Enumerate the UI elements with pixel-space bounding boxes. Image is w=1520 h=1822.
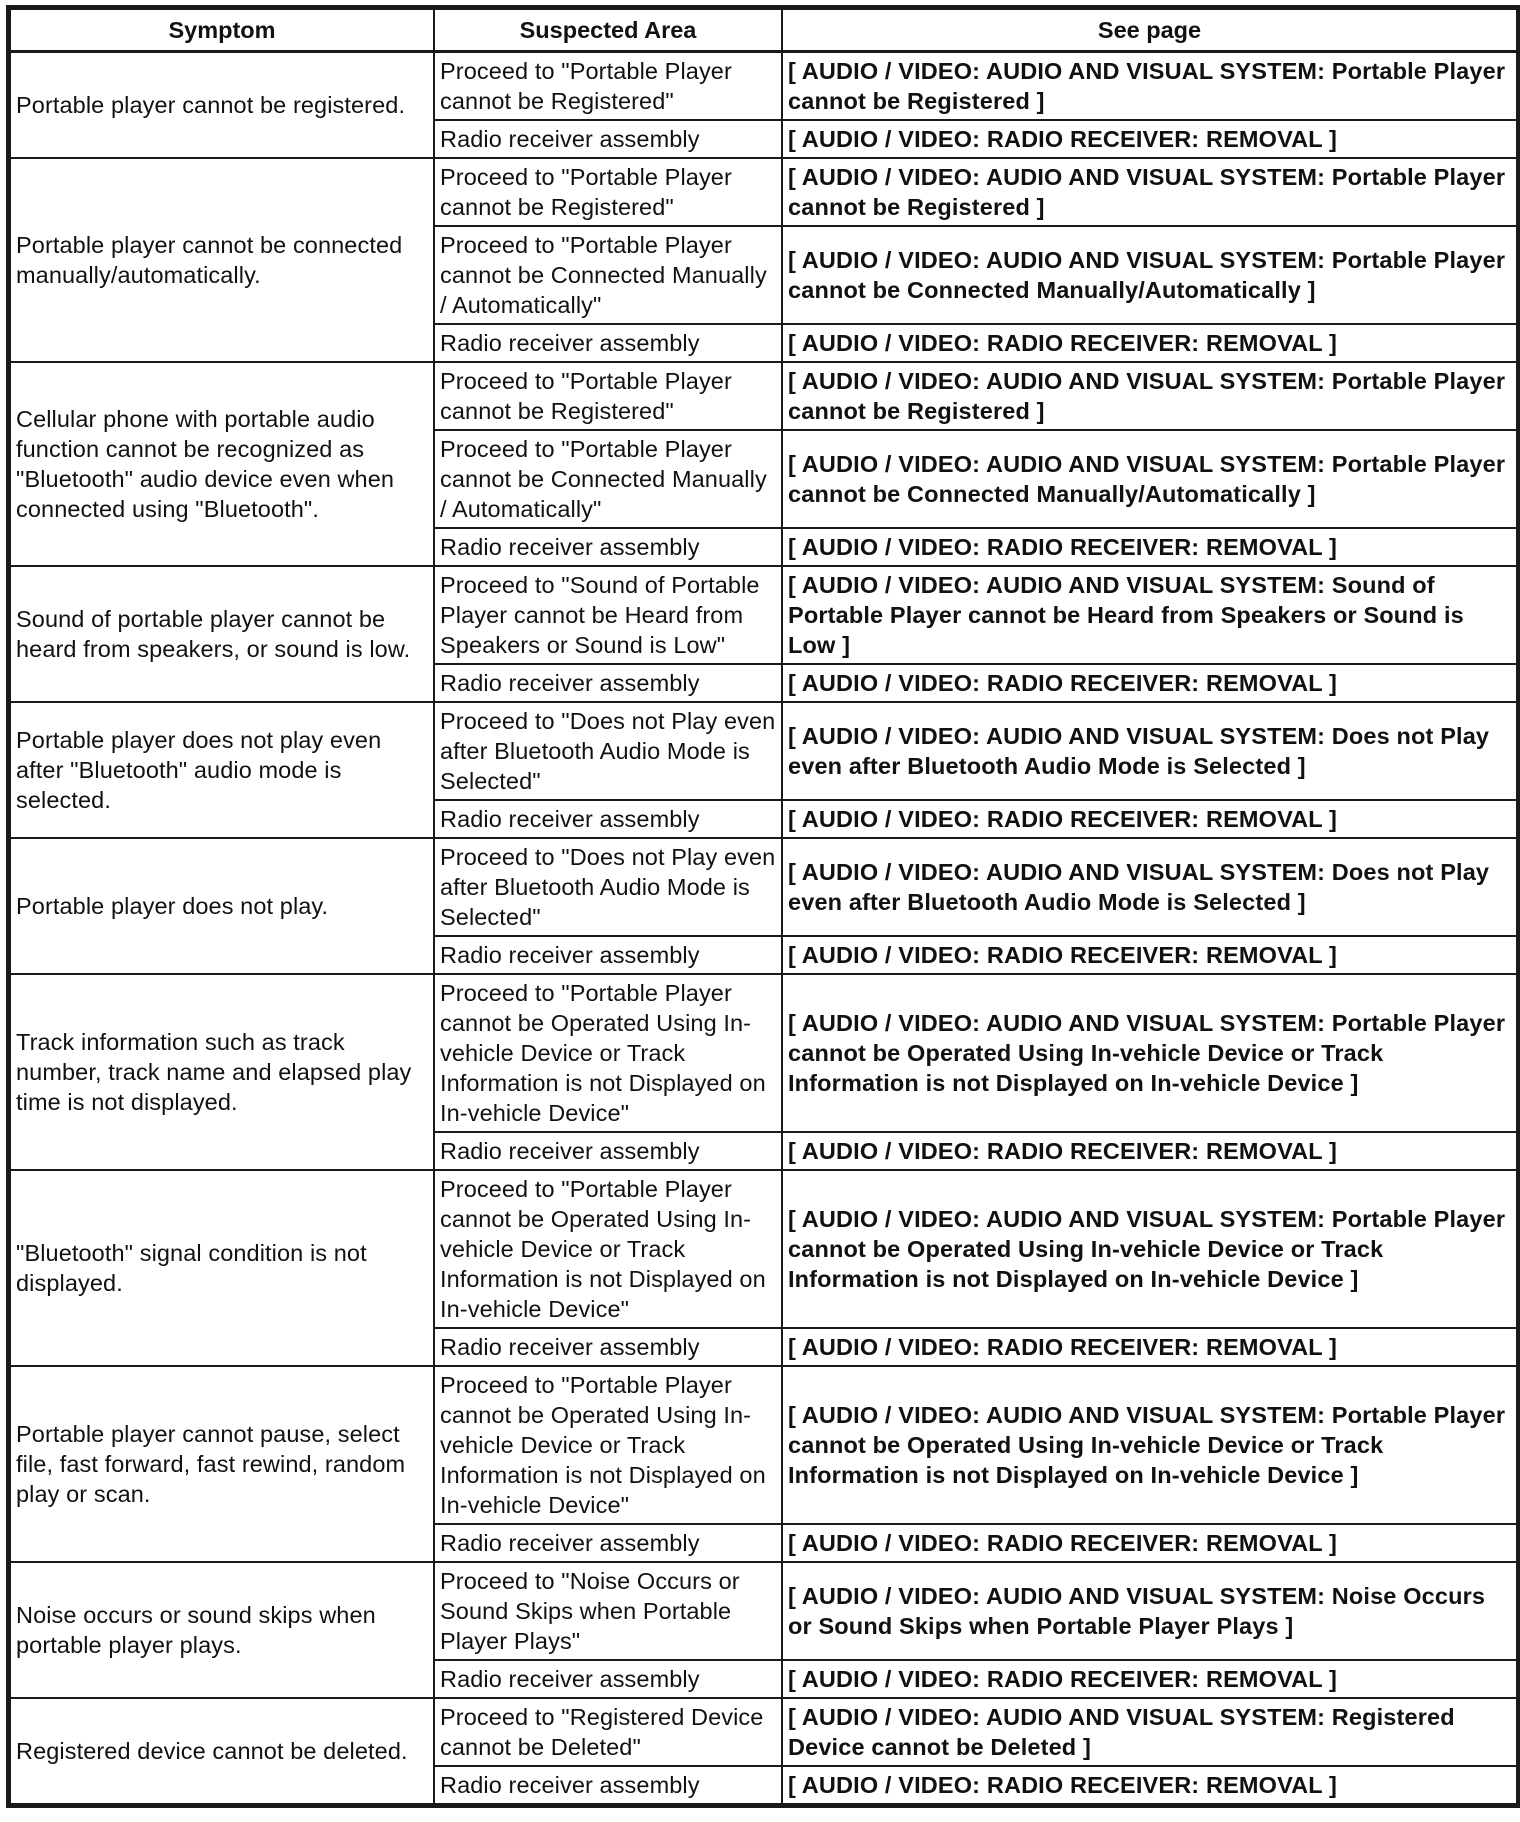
suspected-area-cell: Radio receiver assembly <box>434 1766 782 1804</box>
see-page-reference: [ AUDIO / VIDEO: RADIO RECEIVER: REMOVAL ] <box>782 528 1517 566</box>
see-page-reference: [ AUDIO / VIDEO: RADIO RECEIVER: REMOVAL ] <box>782 1524 1517 1562</box>
suspected-area-cell: Proceed to "Portable Player cannot be Registered" <box>434 52 782 121</box>
table-row <box>10 1366 1517 1524</box>
suspected-area-cell: Proceed to "Does not Play even after Bluetooth Audio Mode is Selected" <box>434 702 782 800</box>
table-row <box>10 1698 1517 1766</box>
header-symptom: Symptom <box>10 9 434 52</box>
symptom-cell: Portable player does not play even after "Bluetooth" audio mode is selected. <box>10 702 434 838</box>
symptom-cell: Portable player cannot pause, select file, fast forward, fast rewind, random play or scan. <box>10 1366 434 1562</box>
suspected-area-cell: Radio receiver assembly <box>434 324 782 362</box>
suspected-area-cell: Proceed to "Portable Player cannot be Registered" <box>434 362 782 430</box>
see-page-reference: [ AUDIO / VIDEO: AUDIO AND VISUAL SYSTEM: Portable Player cannot be Connected Manually/Automatically ] <box>782 226 1517 324</box>
suspected-area-cell: Radio receiver assembly <box>434 1660 782 1698</box>
see-page-reference: [ AUDIO / VIDEO: AUDIO AND VISUAL SYSTEM: Noise Occurs or Sound Skips when Portable Player Plays ] <box>782 1562 1517 1660</box>
see-page-reference: [ AUDIO / VIDEO: RADIO RECEIVER: REMOVAL ] <box>782 936 1517 974</box>
suspected-area-cell: Proceed to "Portable Player cannot be Operated Using In-vehicle Device or Track Information is not Displayed on In-vehicle Device" <box>434 1366 782 1524</box>
suspected-area-cell: Radio receiver assembly <box>434 664 782 702</box>
see-page-reference: [ AUDIO / VIDEO: RADIO RECEIVER: REMOVAL ] <box>782 1328 1517 1366</box>
suspected-area-cell: Proceed to "Does not Play even after Bluetooth Audio Mode is Selected" <box>434 838 782 936</box>
suspected-area-cell: Radio receiver assembly <box>434 1132 782 1170</box>
header-row <box>10 9 1517 52</box>
symptom-cell: "Bluetooth" signal condition is not displayed. <box>10 1170 434 1366</box>
see-page-reference: [ AUDIO / VIDEO: AUDIO AND VISUAL SYSTEM: Registered Device cannot be Deleted ] <box>782 1698 1517 1766</box>
see-page-reference: [ AUDIO / VIDEO: AUDIO AND VISUAL SYSTEM: Portable Player cannot be Operated Using In-vehicle Device or Track Information is not Displayed on In-vehicle Device ] <box>782 974 1517 1132</box>
suspected-area-cell: Proceed to "Sound of Portable Player cannot be Heard from Speakers or Sound is Low" <box>434 566 782 664</box>
table-frame <box>6 5 1520 1808</box>
suspected-area-cell: Radio receiver assembly <box>434 528 782 566</box>
see-page-reference: [ AUDIO / VIDEO: AUDIO AND VISUAL SYSTEM: Portable Player cannot be Registered ] <box>782 362 1517 430</box>
see-page-reference: [ AUDIO / VIDEO: AUDIO AND VISUAL SYSTEM: Sound of Portable Player cannot be Heard from Speakers or Sound is Low ] <box>782 566 1517 664</box>
see-page-reference: [ AUDIO / VIDEO: RADIO RECEIVER: REMOVAL ] <box>782 1132 1517 1170</box>
symptom-cell: Noise occurs or sound skips when portable player plays. <box>10 1562 434 1698</box>
table-row <box>10 1170 1517 1328</box>
symptom-cell: Portable player cannot be connected manually/automatically. <box>10 158 434 362</box>
problem-symptoms-table <box>9 8 1518 1805</box>
table-row <box>10 1562 1517 1660</box>
symptom-cell: Track information such as track number, track name and elapsed play time is not displayed. <box>10 974 434 1170</box>
table-row <box>10 702 1517 800</box>
see-page-reference: [ AUDIO / VIDEO: AUDIO AND VISUAL SYSTEM: Portable Player cannot be Registered ] <box>782 158 1517 226</box>
symptom-cell: Registered device cannot be deleted. <box>10 1698 434 1804</box>
see-page-reference: [ AUDIO / VIDEO: RADIO RECEIVER: REMOVAL ] <box>782 1766 1517 1804</box>
table-row <box>10 566 1517 664</box>
symptom-cell: Cellular phone with portable audio function cannot be recognized as "Bluetooth" audio device even when connected using "Bluetooth". <box>10 362 434 566</box>
table-row <box>10 838 1517 936</box>
see-page-reference: [ AUDIO / VIDEO: RADIO RECEIVER: REMOVAL ] <box>782 120 1517 158</box>
header-suspected-area: Suspected Area <box>434 9 782 52</box>
suspected-area-cell: Proceed to "Portable Player cannot be Operated Using In-vehicle Device or Track Information is not Displayed on In-vehicle Device" <box>434 1170 782 1328</box>
suspected-area-cell: Radio receiver assembly <box>434 120 782 158</box>
table-body <box>10 52 1517 1805</box>
see-page-reference: [ AUDIO / VIDEO: AUDIO AND VISUAL SYSTEM: Does not Play even after Bluetooth Audio Mode is Selected ] <box>782 702 1517 800</box>
suspected-area-cell: Radio receiver assembly <box>434 800 782 838</box>
see-page-reference: [ AUDIO / VIDEO: AUDIO AND VISUAL SYSTEM: Portable Player cannot be Connected Manually/Automatically ] <box>782 430 1517 528</box>
table-row <box>10 52 1517 121</box>
header-see-page: See page <box>782 9 1517 52</box>
document-page <box>6 5 1520 1813</box>
suspected-area-cell: Proceed to "Portable Player cannot be Connected Manually / Automatically" <box>434 430 782 528</box>
suspected-area-cell: Radio receiver assembly <box>434 936 782 974</box>
table-row <box>10 362 1517 430</box>
table-row <box>10 974 1517 1132</box>
see-page-reference: [ AUDIO / VIDEO: AUDIO AND VISUAL SYSTEM: Portable Player cannot be Operated Using In-vehicle Device or Track Information is not Displayed on In-vehicle Device ] <box>782 1170 1517 1328</box>
see-page-reference: [ AUDIO / VIDEO: AUDIO AND VISUAL SYSTEM: Portable Player cannot be Operated Using In-vehicle Device or Track Information is not Displayed on In-vehicle Device ] <box>782 1366 1517 1524</box>
suspected-area-cell: Proceed to "Noise Occurs or Sound Skips when Portable Player Plays" <box>434 1562 782 1660</box>
suspected-area-cell: Proceed to "Portable Player cannot be Operated Using In-vehicle Device or Track Information is not Displayed on In-vehicle Device" <box>434 974 782 1132</box>
see-page-reference: [ AUDIO / VIDEO: AUDIO AND VISUAL SYSTEM: Portable Player cannot be Registered ] <box>782 52 1517 121</box>
see-page-reference: [ AUDIO / VIDEO: RADIO RECEIVER: REMOVAL ] <box>782 800 1517 838</box>
symptom-cell: Portable player cannot be registered. <box>10 52 434 159</box>
see-page-reference: [ AUDIO / VIDEO: RADIO RECEIVER: REMOVAL ] <box>782 1660 1517 1698</box>
see-page-reference: [ AUDIO / VIDEO: RADIO RECEIVER: REMOVAL ] <box>782 324 1517 362</box>
suspected-area-cell: Proceed to "Registered Device cannot be Deleted" <box>434 1698 782 1766</box>
table-row <box>10 158 1517 226</box>
symptom-cell: Portable player does not play. <box>10 838 434 974</box>
suspected-area-cell: Proceed to "Portable Player cannot be Connected Manually / Automatically" <box>434 226 782 324</box>
see-page-reference: [ AUDIO / VIDEO: AUDIO AND VISUAL SYSTEM: Does not Play even after Bluetooth Audio Mode is Selected ] <box>782 838 1517 936</box>
symptom-cell: Sound of portable player cannot be heard from speakers, or sound is low. <box>10 566 434 702</box>
suspected-area-cell: Radio receiver assembly <box>434 1524 782 1562</box>
suspected-area-cell: Proceed to "Portable Player cannot be Registered" <box>434 158 782 226</box>
suspected-area-cell: Radio receiver assembly <box>434 1328 782 1366</box>
see-page-reference: [ AUDIO / VIDEO: RADIO RECEIVER: REMOVAL ] <box>782 664 1517 702</box>
